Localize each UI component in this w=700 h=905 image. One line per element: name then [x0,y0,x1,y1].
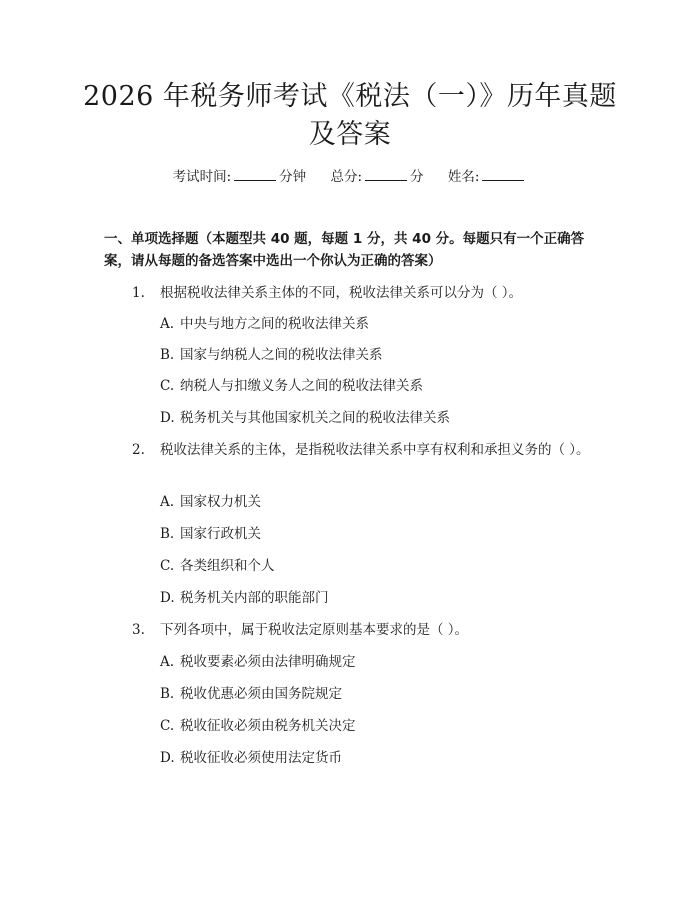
option-letter: A. [160,316,175,332]
name-field [448,167,528,187]
option-letter: D. [160,410,175,426]
exam-time-field [173,167,307,187]
question-1-option-a [160,314,600,334]
option-letter: B. [160,347,175,363]
section-heading: 一、单项选择题（本题型共 40 题，每题 1 分，共 40 分。每题只有一个正确答案，请从每题的备选答案中选出一个你认为正确的答案） [104,231,585,269]
total-score-label: 总分: [330,169,363,185]
option-letter: C. [160,718,175,734]
option-letter: A. [160,654,175,670]
option-letter: A. [160,494,175,510]
question-3-option-c [160,716,600,736]
question-text: 根据税收法律关系主体的不同，税收法律关系可以分为（ ）。 [160,285,523,301]
option-text: 中央与地方之间的税收法律关系 [180,316,369,332]
question-2-option-b [160,524,600,544]
question-2 [104,439,598,461]
option-text: 纳税人与扣缴义务人之间的税收法律关系 [180,378,423,394]
title-line-2: 及答案 [308,119,392,150]
option-letter: B. [160,686,175,702]
option-text: 税收征收必须由税务机关决定 [180,718,356,734]
page-title [60,78,640,154]
option-text: 国家行政机关 [180,526,261,542]
option-text: 国家权力机关 [180,494,261,510]
option-letter: C. [160,378,175,394]
question-text: 税收法律关系的主体，是指税收法律关系中享有权利和承担义务的（ ）。 [160,442,590,458]
question-2-option-c [160,556,600,576]
option-text: 税收优惠必须由国务院规定 [180,686,342,702]
exam-time-unit: 分钟 [279,169,307,185]
option-text: 税收要素必须由法律明确规定 [180,654,356,670]
title-line-1: 2026 年税务师考试《税法（一）》历年真题 [83,81,617,112]
question-1 [104,282,598,304]
question-3-option-d [160,748,600,768]
question-number: 3. [132,622,145,638]
question-text: 下列各项中，属于税收法定原则基本要求的是（ ）。 [160,622,469,638]
question-number: 1. [132,285,145,301]
question-2-option-a [160,492,600,512]
question-1-option-b [160,345,600,365]
question-1-option-d [160,408,600,428]
total-score-field [330,167,423,187]
option-text: 税务机关内部的职能部门 [180,590,329,606]
name-blank [482,168,524,181]
exam-time-blank [234,168,276,181]
question-3-option-b [160,684,600,704]
exam-time-label: 考试时间: [172,169,232,185]
option-text: 国家与纳税人之间的税收法律关系 [180,347,383,363]
question-3-option-a [160,652,600,672]
option-text: 各类组织和个人 [180,558,275,574]
option-letter: B. [160,526,175,542]
name-label: 姓名: [447,169,480,185]
total-score-unit: 分 [410,169,424,185]
option-text: 税收征收必须使用法定货币 [180,750,342,766]
option-letter: C. [160,558,175,574]
total-score-blank [365,168,407,181]
question-3 [104,619,598,641]
exam-meta-line [0,167,700,187]
option-letter: D. [160,590,175,606]
question-1-option-c [160,376,600,396]
question-number: 2. [132,442,145,458]
option-letter: D. [160,750,175,766]
option-text: 税务机关与其他国家机关之间的税收法律关系 [180,410,450,426]
question-2-option-d [160,588,600,608]
